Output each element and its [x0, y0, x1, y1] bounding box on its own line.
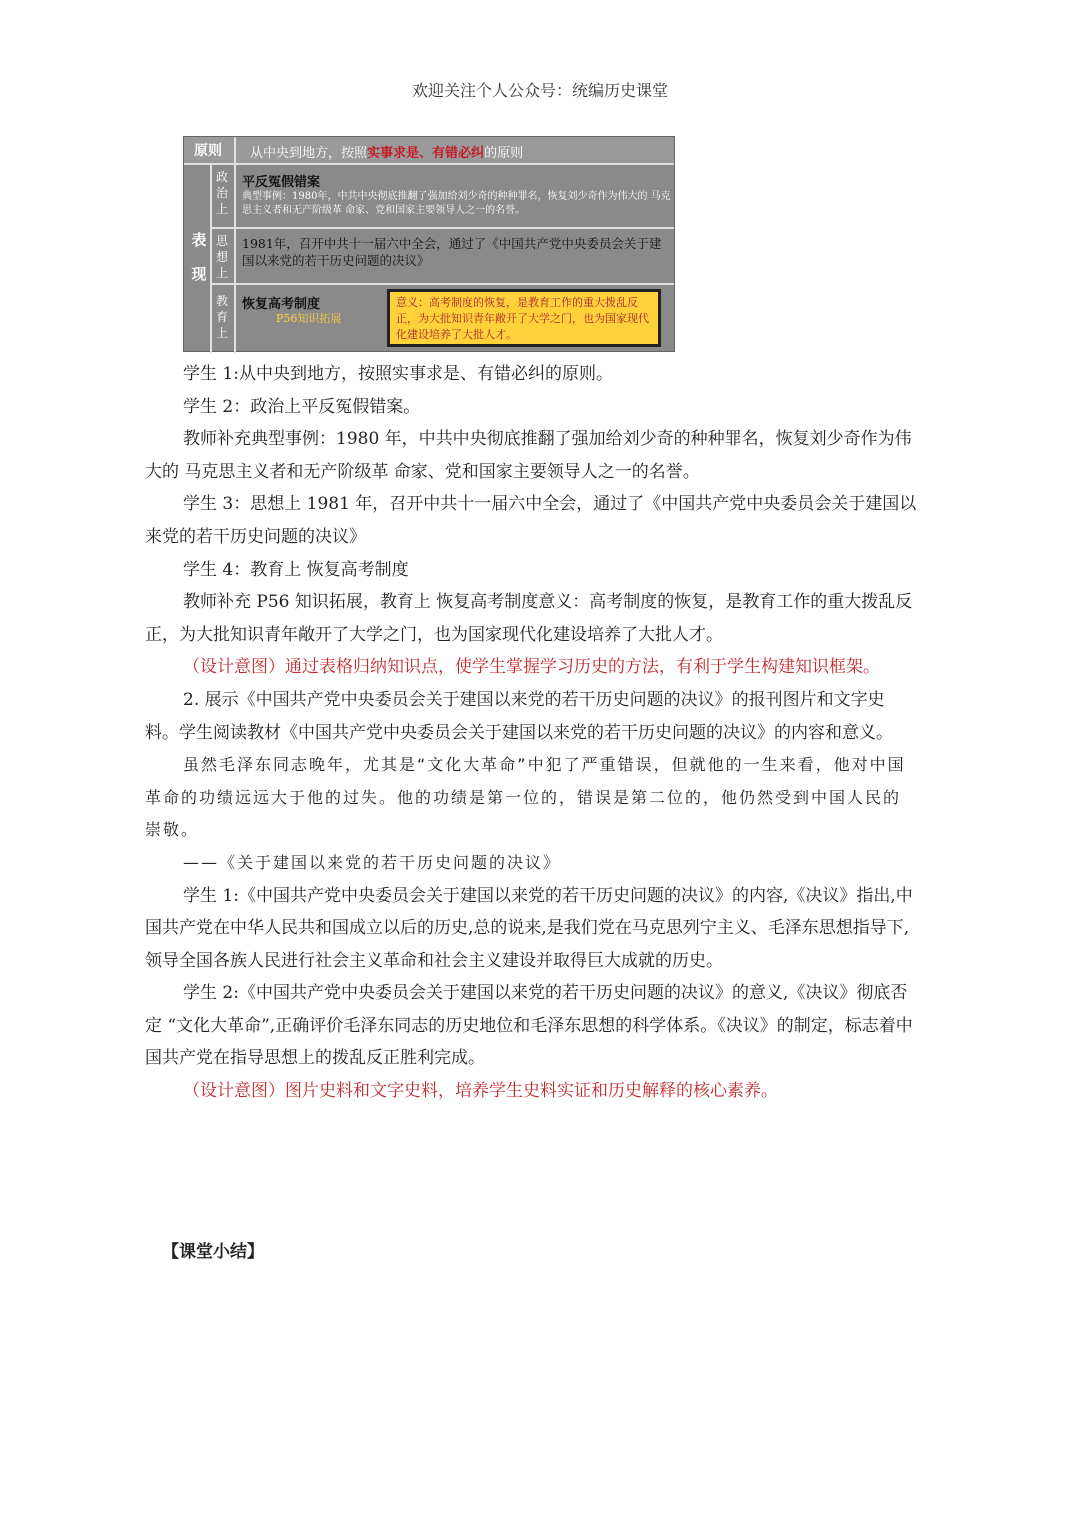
student1-text: 学生 1:从中央到地方，按照实事求是、有错必纠的原则。 [183, 364, 613, 384]
student3-text: 学生 3：思想上 1981 年，召开中共十一届六中全会，通过了《中国共产党中央委员会关于建国以来党的若干历史问题的决议》 [145, 494, 917, 547]
student4-text: 学生 4：教育上 恢复高考制度 [183, 559, 409, 580]
design-intent-2: （设计意图）图片史料和文字史料，培养学生史料实证和历史解释的核心素养。 [183, 1081, 778, 1102]
page-header: 欢迎关注个人公众号：统编历史课堂 [411, 81, 668, 100]
p56-link: P56知识拓展 [276, 312, 342, 325]
thought-cell: 1981年，召开中共十一届六中全会，通过了《中国共产党中央委员会关于建国以来党的若干历史问题的决议》 [242, 236, 662, 268]
politics-label: 政 治 上 [215, 170, 228, 216]
teacher-example: 教师补充典型事例：1980 年，中共中央彻底推翻了强加给刘少奇的种种罪名，恢复刘少奇作为伟大的 马克思主义者和无产阶级革 命家、党和国家主要领导人之一的名誉。 [145, 429, 912, 482]
quote-source: ——《关于建国以来党的若干历史问题的决议》 [183, 852, 562, 872]
teacher-p56: 教师补充 P56 知识拓展，教育上 恢复高考制度意义：高考制度的恢复，是教育工作的重大拨乱反正，为大批知识青年敞开了大学之门，也为国家现代化建设培养了大批人才。 [145, 592, 913, 645]
knowledge-table-image [183, 136, 675, 352]
thought-label: 思 想 上 [215, 234, 228, 280]
principle-text: 从中央到地方，按照实事求是、有错必纠的原则 [250, 146, 524, 161]
step2-text: 2. 展示《中国共产党中央委员会关于建国以来党的若干历史问题的决议》的报刊图片和文字史料。学生阅读教材《中国共产党中央委员会关于建国以来党的若干历史问题的决议》的内容和意义。 [145, 689, 893, 743]
resolution-quote: 虽然毛泽东同志晚年，尤其是“文化大革命”中犯了严重错误，但就他的一生来看，他对中国革命的功绩远远大于他的过失。他的功绩是第一位的，错误是第二位的，他仍然受到中国人民的崇敬。 [145, 755, 906, 840]
politics-cell: 平反冤假错案 典型事例：1980年，中共中央彻底推翻了强加给刘少奇的种种罪名，恢复刘少奇作为伟大的 马克思主义者和无产阶级革 命家、党和国家主要领导人之一的名誉。 [242, 175, 671, 216]
main-text [145, 358, 917, 1108]
principle-row [184, 137, 674, 165]
performance-label: 表 现 [191, 231, 207, 283]
education-title: 恢复高考制度 [242, 297, 321, 312]
summary-heading: 【课堂小结】 [162, 1242, 264, 1262]
student2-text: 学生 2：政治上平反冤假错案。 [183, 396, 421, 417]
student2-resolution: 学生 2:《中国共产党中央委员会关于建国以来党的若干历史问题的决议》的意义,《决议》彻底否定 “文化大革命”,正确评价毛泽东同志的历史地位和毛泽东思想的科学体系。《决议》的制定，标志着中国共产党在指导思想上的拨乱反正胜利完成。 [145, 983, 913, 1069]
education-label: 教 育 上 [215, 294, 228, 340]
principle-label: 原则 [194, 143, 222, 159]
student1-resolution: 学生 1:《中国共产党中央委员会关于建国以来党的若干历史问题的决议》的内容,《决议》指出,中国共产党在中华人民共和国成立以后的历史,总的说来,是我们党在马克思列宁主义、毛泽东思想指导下,领导全国各族人民进行社会主义革命和社会主义建设并取得巨大成就的历史。 [145, 885, 913, 971]
design-intent-1: （设计意图）通过表格归纳知识点，使学生掌握学习历史的方法，有利于学生构建知识框架。 [183, 657, 880, 678]
significance-note: 意义：高考制度的恢复，是教育工作的重大拨乱反正，为大批知识青年敞开了大学之门，也为国家现代化建设培养了大批人才。 [387, 289, 661, 347]
